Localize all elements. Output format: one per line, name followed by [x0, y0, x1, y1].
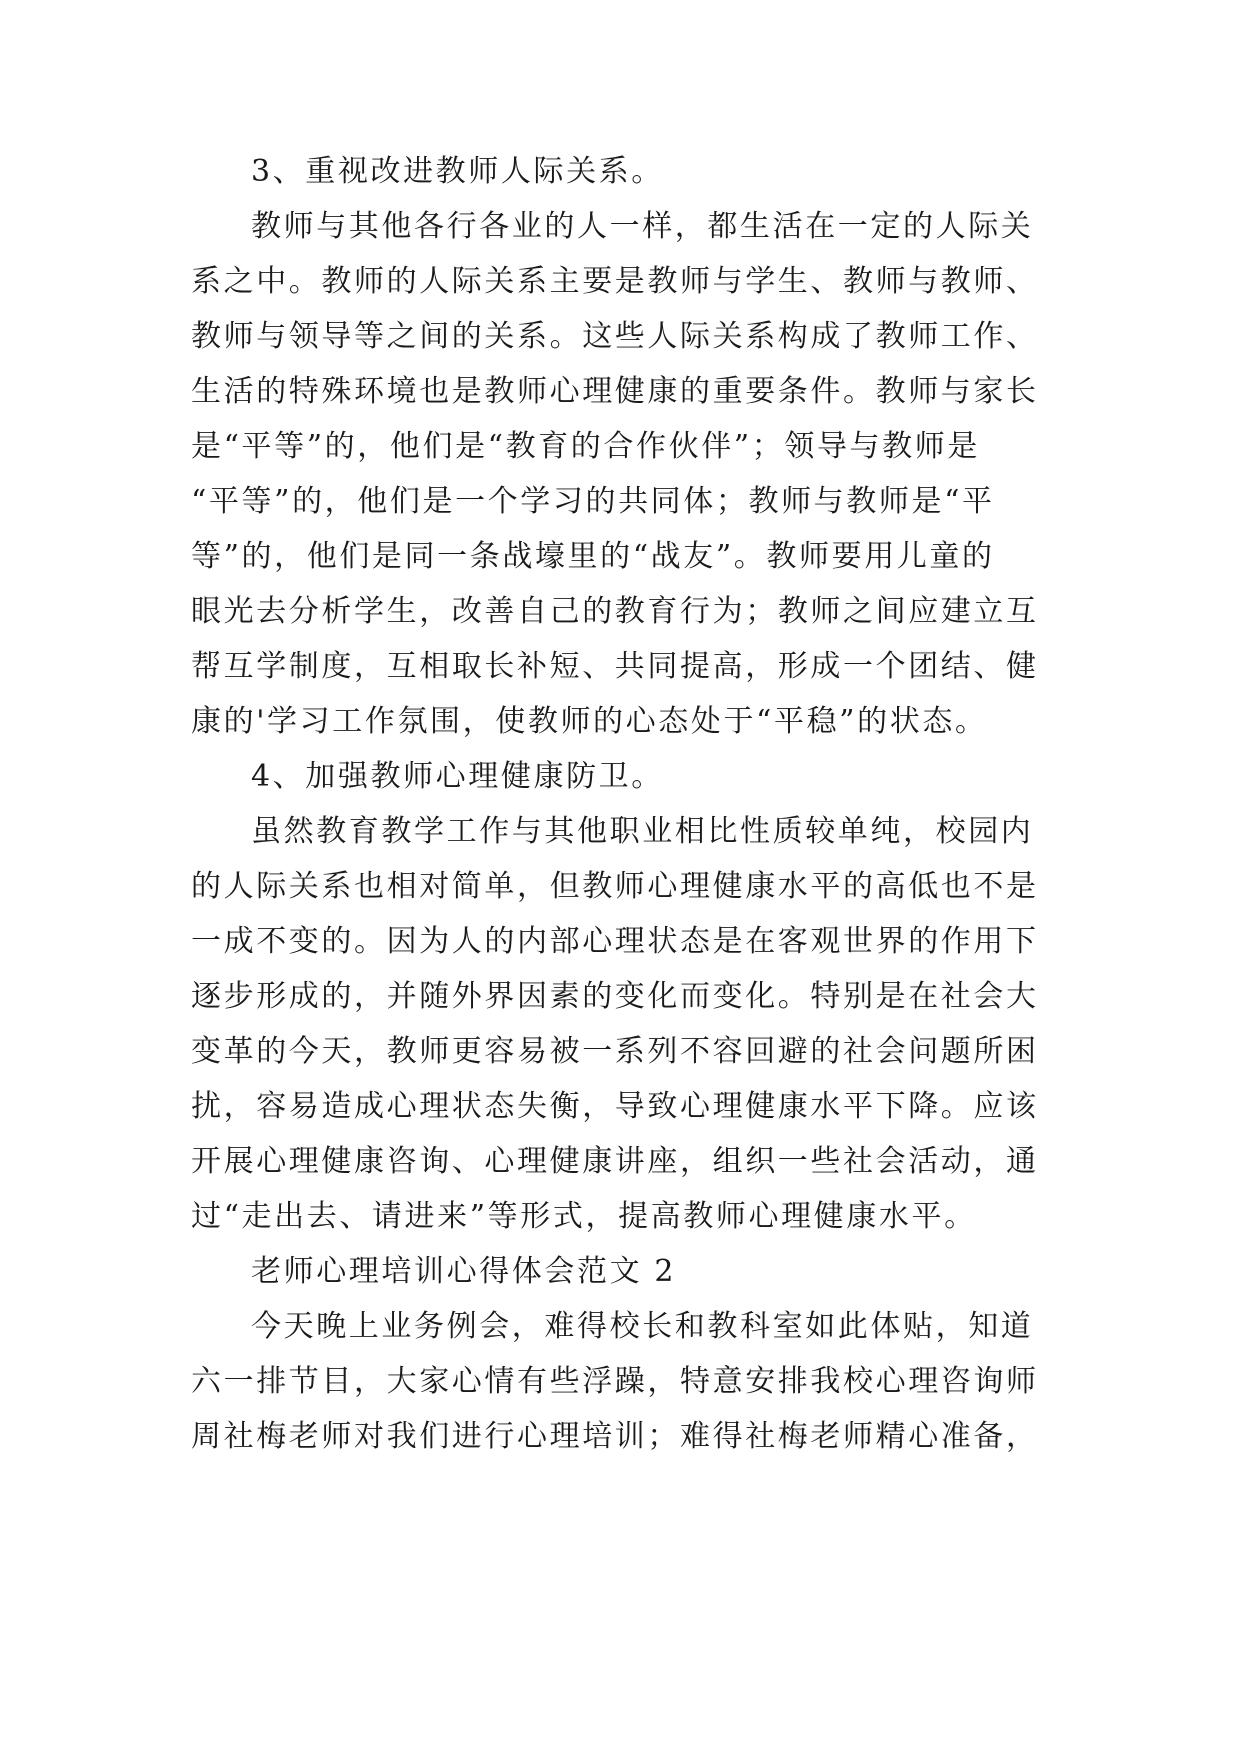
paragraph-line: 系之中。教师的人际关系主要是教师与学生、教师与教师、: [191, 264, 1039, 299]
paragraph-line: 六一排节目，大家心情有些浮躁，特意安排我校心理咨询师: [191, 1364, 1039, 1399]
paragraph-line: 过“走出去、请进来”等形式，提高教师心理健康水平。: [191, 1199, 977, 1234]
paragraph-line: 今天晚上业务例会，难得校长和教科室如此体贴，知道: [251, 1309, 1034, 1344]
paragraph-line: 一成不变的。因为人的内部心理状态是在客观世界的作用下: [191, 924, 1039, 959]
paragraph-line: 帮互学制度，互相取长补短、共同提高，形成一个团结、健: [191, 649, 1039, 684]
paragraph-line: 生活的特殊环境也是教师心理健康的重要条件。教师与家长: [191, 374, 1039, 409]
paragraph-line: 教师与其他各行各业的人一样，都生活在一定的人际关: [251, 209, 1034, 244]
paragraph-line: 是“平等”的，他们是“教育的合作伙伴”；领导与教师是: [191, 429, 980, 464]
section-heading-3: 3、重视改进教师人际关系。: [251, 154, 664, 189]
paragraph-line: 眼光去分析学生，改善自己的教育行为；教师之间应建立互: [191, 594, 1039, 629]
paragraph-line: 虽然教育教学工作与其他职业相比性质较单纯，校园内: [251, 814, 1034, 849]
paragraph-line: 扰，容易造成心理状态失衡，导致心理健康水平下降。应该: [191, 1089, 1039, 1124]
paragraph-line: 开展心理健康咨询、心理健康讲座，组织一些社会活动，通: [191, 1144, 1039, 1179]
paragraph-line: 康的'学习工作氛围，使教师的心态处于“平稳”的状态。: [191, 704, 988, 739]
article-title: 老师心理培训心得体会范文 2: [251, 1254, 677, 1289]
paragraph-line: “平等”的，他们是一个学习的共同体；教师与教师是“平: [191, 484, 995, 519]
paragraph-line: 等”的，他们是同一条战壕里的“战友”。教师要用儿童的: [191, 539, 995, 574]
section-heading-4: 4、加强教师心理健康防卫。: [251, 759, 664, 794]
paragraph-line: 的人际关系也相对简单，但教师心理健康水平的高低也不是: [191, 869, 1039, 904]
paragraph-line: 逐步形成的，并随外界因素的变化而变化。特别是在社会大: [191, 979, 1039, 1014]
paragraph-line: 变革的今天，教师更容易被一系列不容回避的社会问题所困: [191, 1034, 1039, 1069]
paragraph-line: 周社梅老师对我们进行心理培训；难得社梅老师精心准备，: [191, 1419, 1039, 1454]
paragraph-line: 教师与领导等之间的关系。这些人际关系构成了教师工作、: [191, 319, 1039, 354]
